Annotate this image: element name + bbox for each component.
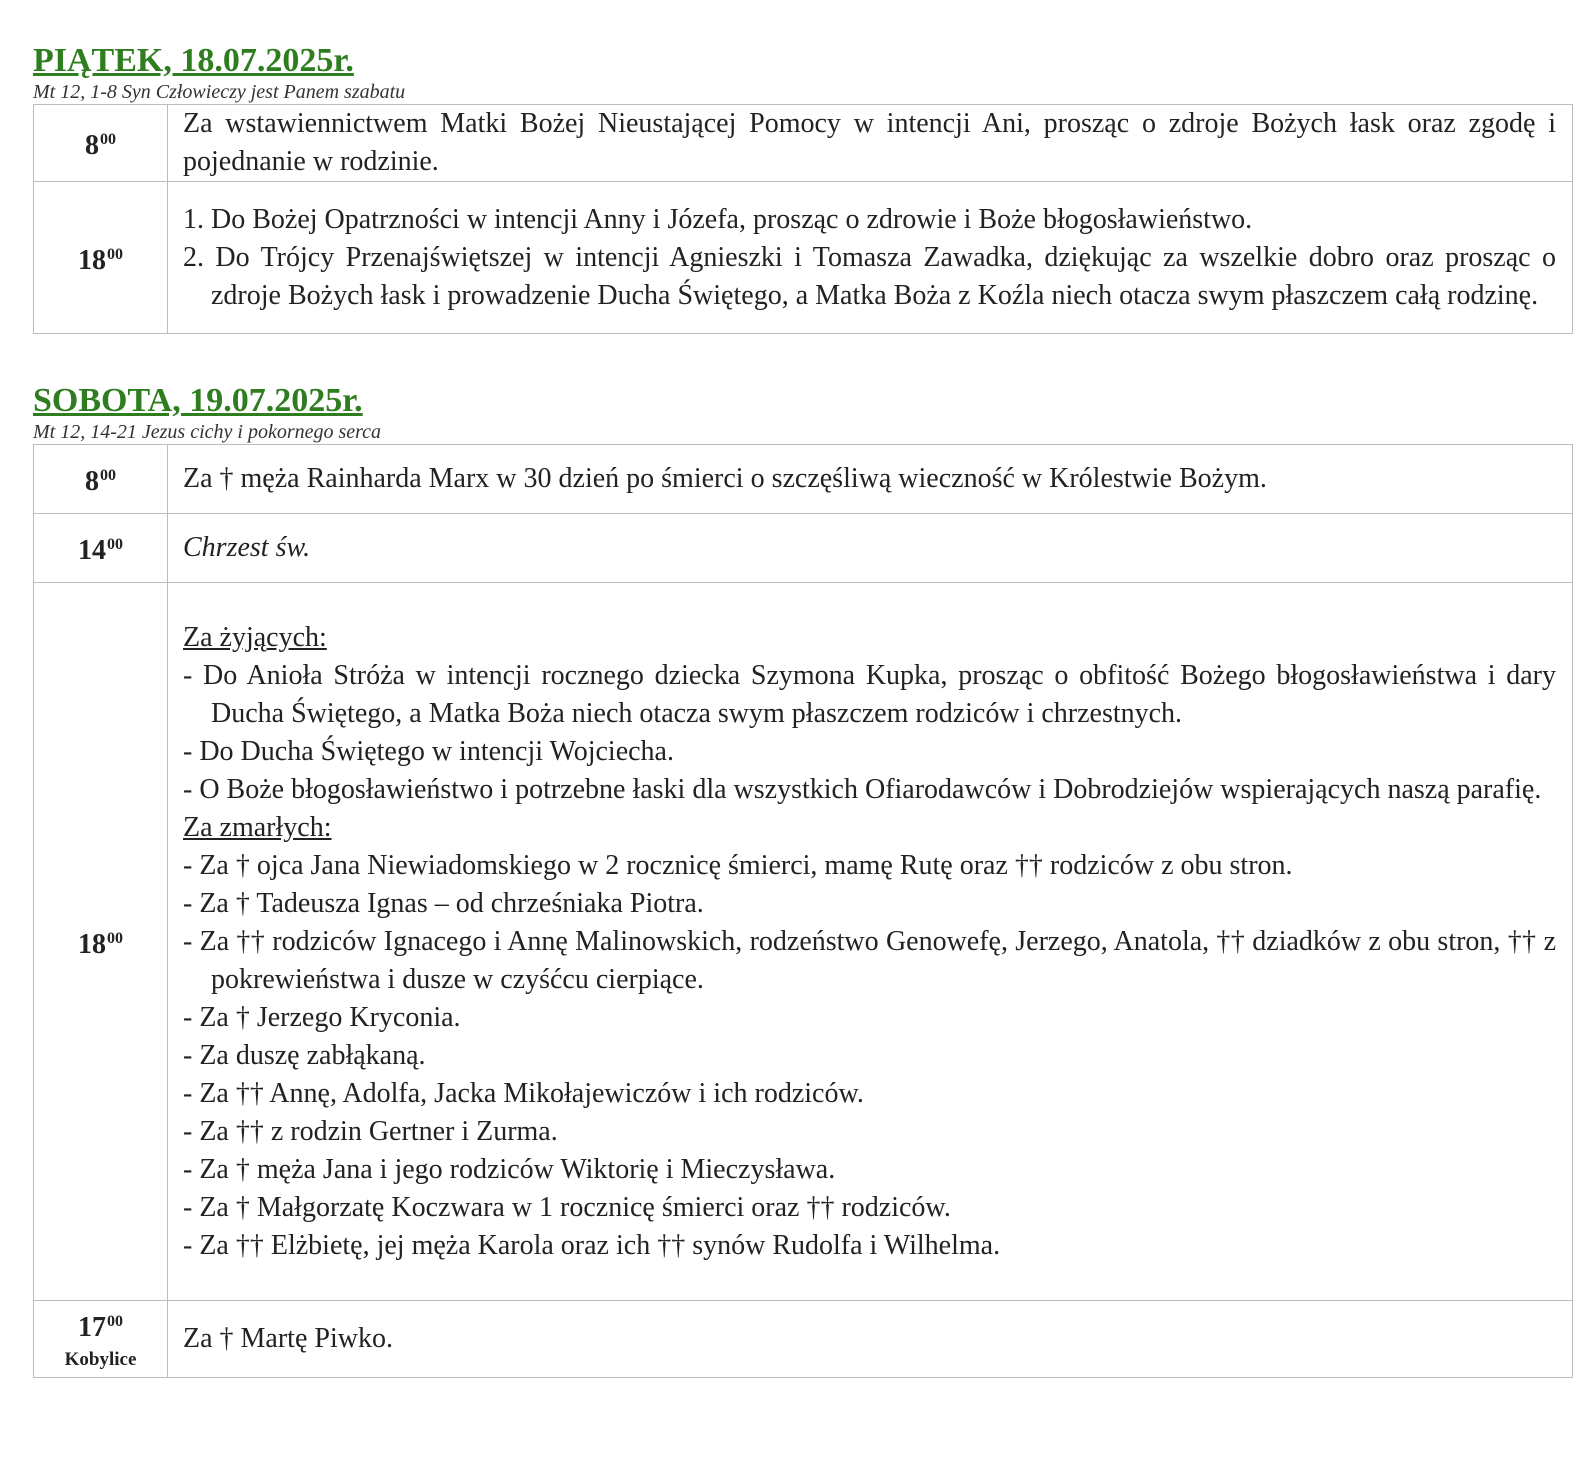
day-title-friday: PIĄTEK, 18.07.2025r. bbox=[33, 42, 354, 79]
reading-friday: Mt 12, 1-8 Syn Człowieczy jest Panem szabatu bbox=[33, 81, 406, 103]
schedule-table-saturday bbox=[33, 444, 1573, 1378]
list-item: - Za duszę zabłąkaną. bbox=[183, 1039, 426, 1071]
schedule-table-friday bbox=[33, 104, 1573, 334]
list-item: - Za † Tadeusza Ignas – od chrześniaka Piotra. bbox=[183, 887, 704, 919]
list-item: - Za † Małgorzatę Koczwara w 1 rocznicę śmierci oraz †† rodziców. bbox=[183, 1191, 951, 1223]
mass-time: $18^{00}$ bbox=[34, 182, 168, 334]
table-row bbox=[34, 105, 1573, 182]
table-row bbox=[34, 583, 1573, 1301]
list-item: - O Boże błogosławieństwo i potrzebne łaski dla wszystkich Ofiarodawców i Dobrodziejów wspierających naszą parafię. bbox=[183, 773, 1542, 805]
list-item: - Za †† rodziców Ignacego i Annę Malinowskich, rodzeństwo Genowefę, Jerzego, Anatola, †† dziadków z obu stron, †† z pokrewieństwa i dusze w czyśćcu cierpiące. bbox=[183, 925, 1556, 995]
table-row bbox=[34, 514, 1573, 583]
mass-place: Kobylice bbox=[64, 1349, 137, 1370]
table-row bbox=[34, 445, 1573, 514]
mass-time: $18^{00}$ bbox=[34, 583, 168, 1301]
mass-intention: Za wstawiennictwem Matki Bożej Nieustającej Pomocy w intencji Ani, prosząc o zdroje Bożych łask oraz zgodę i pojednanie w rodzinie. bbox=[168, 105, 1573, 182]
day-title-saturday: SOBOTA, 19.07.2025r. bbox=[33, 382, 363, 419]
mass-time: $17^{00}$ Kobylice bbox=[34, 1301, 168, 1378]
list-item: - Za †† Annę, Adolfa, Jacka Mikołajewiczów i ich rodziców. bbox=[183, 1077, 864, 1109]
list-item: - Za †† z rodzin Gertner i Zurma. bbox=[183, 1115, 558, 1147]
list-item: - Do Anioła Stróża w intencji rocznego dziecka Szymona Kupka, prosząc o obfitość Bożego błogosławieństwa i dary Ducha Świętego, a Matka Boża niech otacza swym płaszczem rodziców i chrzestnych. bbox=[183, 659, 1556, 729]
living-heading: Za żyjących: bbox=[183, 621, 327, 653]
list-item: - Za † Jerzego Kryconia. bbox=[183, 1001, 461, 1033]
list-item: - Za †† Elżbietę, jej męża Karola oraz ich †† synów Rudolfa i Wilhelma. bbox=[183, 1229, 1001, 1261]
list-item: - Do Ducha Świętego w intencji Wojciecha. bbox=[183, 735, 674, 767]
mass-intention: Za † Martę Piwko. bbox=[168, 1301, 1573, 1378]
mass-time: $8^{00}$ bbox=[34, 445, 168, 514]
list-item: - Za † męża Jana i jego rodziców Wiktorię i Mieczysława. bbox=[183, 1153, 836, 1185]
mass-intention bbox=[168, 583, 1573, 1301]
mass-intention: Chrzest św. bbox=[168, 514, 1573, 583]
dead-heading: Za zmarłych: bbox=[183, 811, 332, 843]
mass-intention: Za † męża Rainharda Marx w 30 dzień po śmierci o szczęśliwą wieczność w Królestwie Bożym. bbox=[168, 445, 1573, 514]
page bbox=[33, 0, 1573, 1378]
mass-time: $14^{00}$ bbox=[34, 514, 168, 583]
table-row bbox=[34, 182, 1573, 334]
reading-saturday: Mt 12, 14-21 Jezus cichy i pokornego serca bbox=[33, 421, 382, 443]
table-row bbox=[34, 1301, 1573, 1378]
mass-time: $8^{00}$ bbox=[34, 105, 168, 182]
list-item: - Za † ojca Jana Niewiadomskiego w 2 rocznicę śmierci, mamę Rutę oraz †† rodziców z obu stron. bbox=[183, 849, 1293, 881]
mass-intention: 1. Do Bożej Opatrzności w intencji Anny i Józefa, prosząc o zdrowie i Boże błogosławieństwo. 2. Do Trójcy Przenajświętszej w intencji Agnieszki i Tomasza Zawadka, dziękując za wszelkie dobro oraz prosząc o zdroje Bożych łask i prowadzenie Ducha Świętego, a Matka Boża z Koźla niech otacza swym płaszczem całą rodzinę. bbox=[168, 182, 1573, 334]
